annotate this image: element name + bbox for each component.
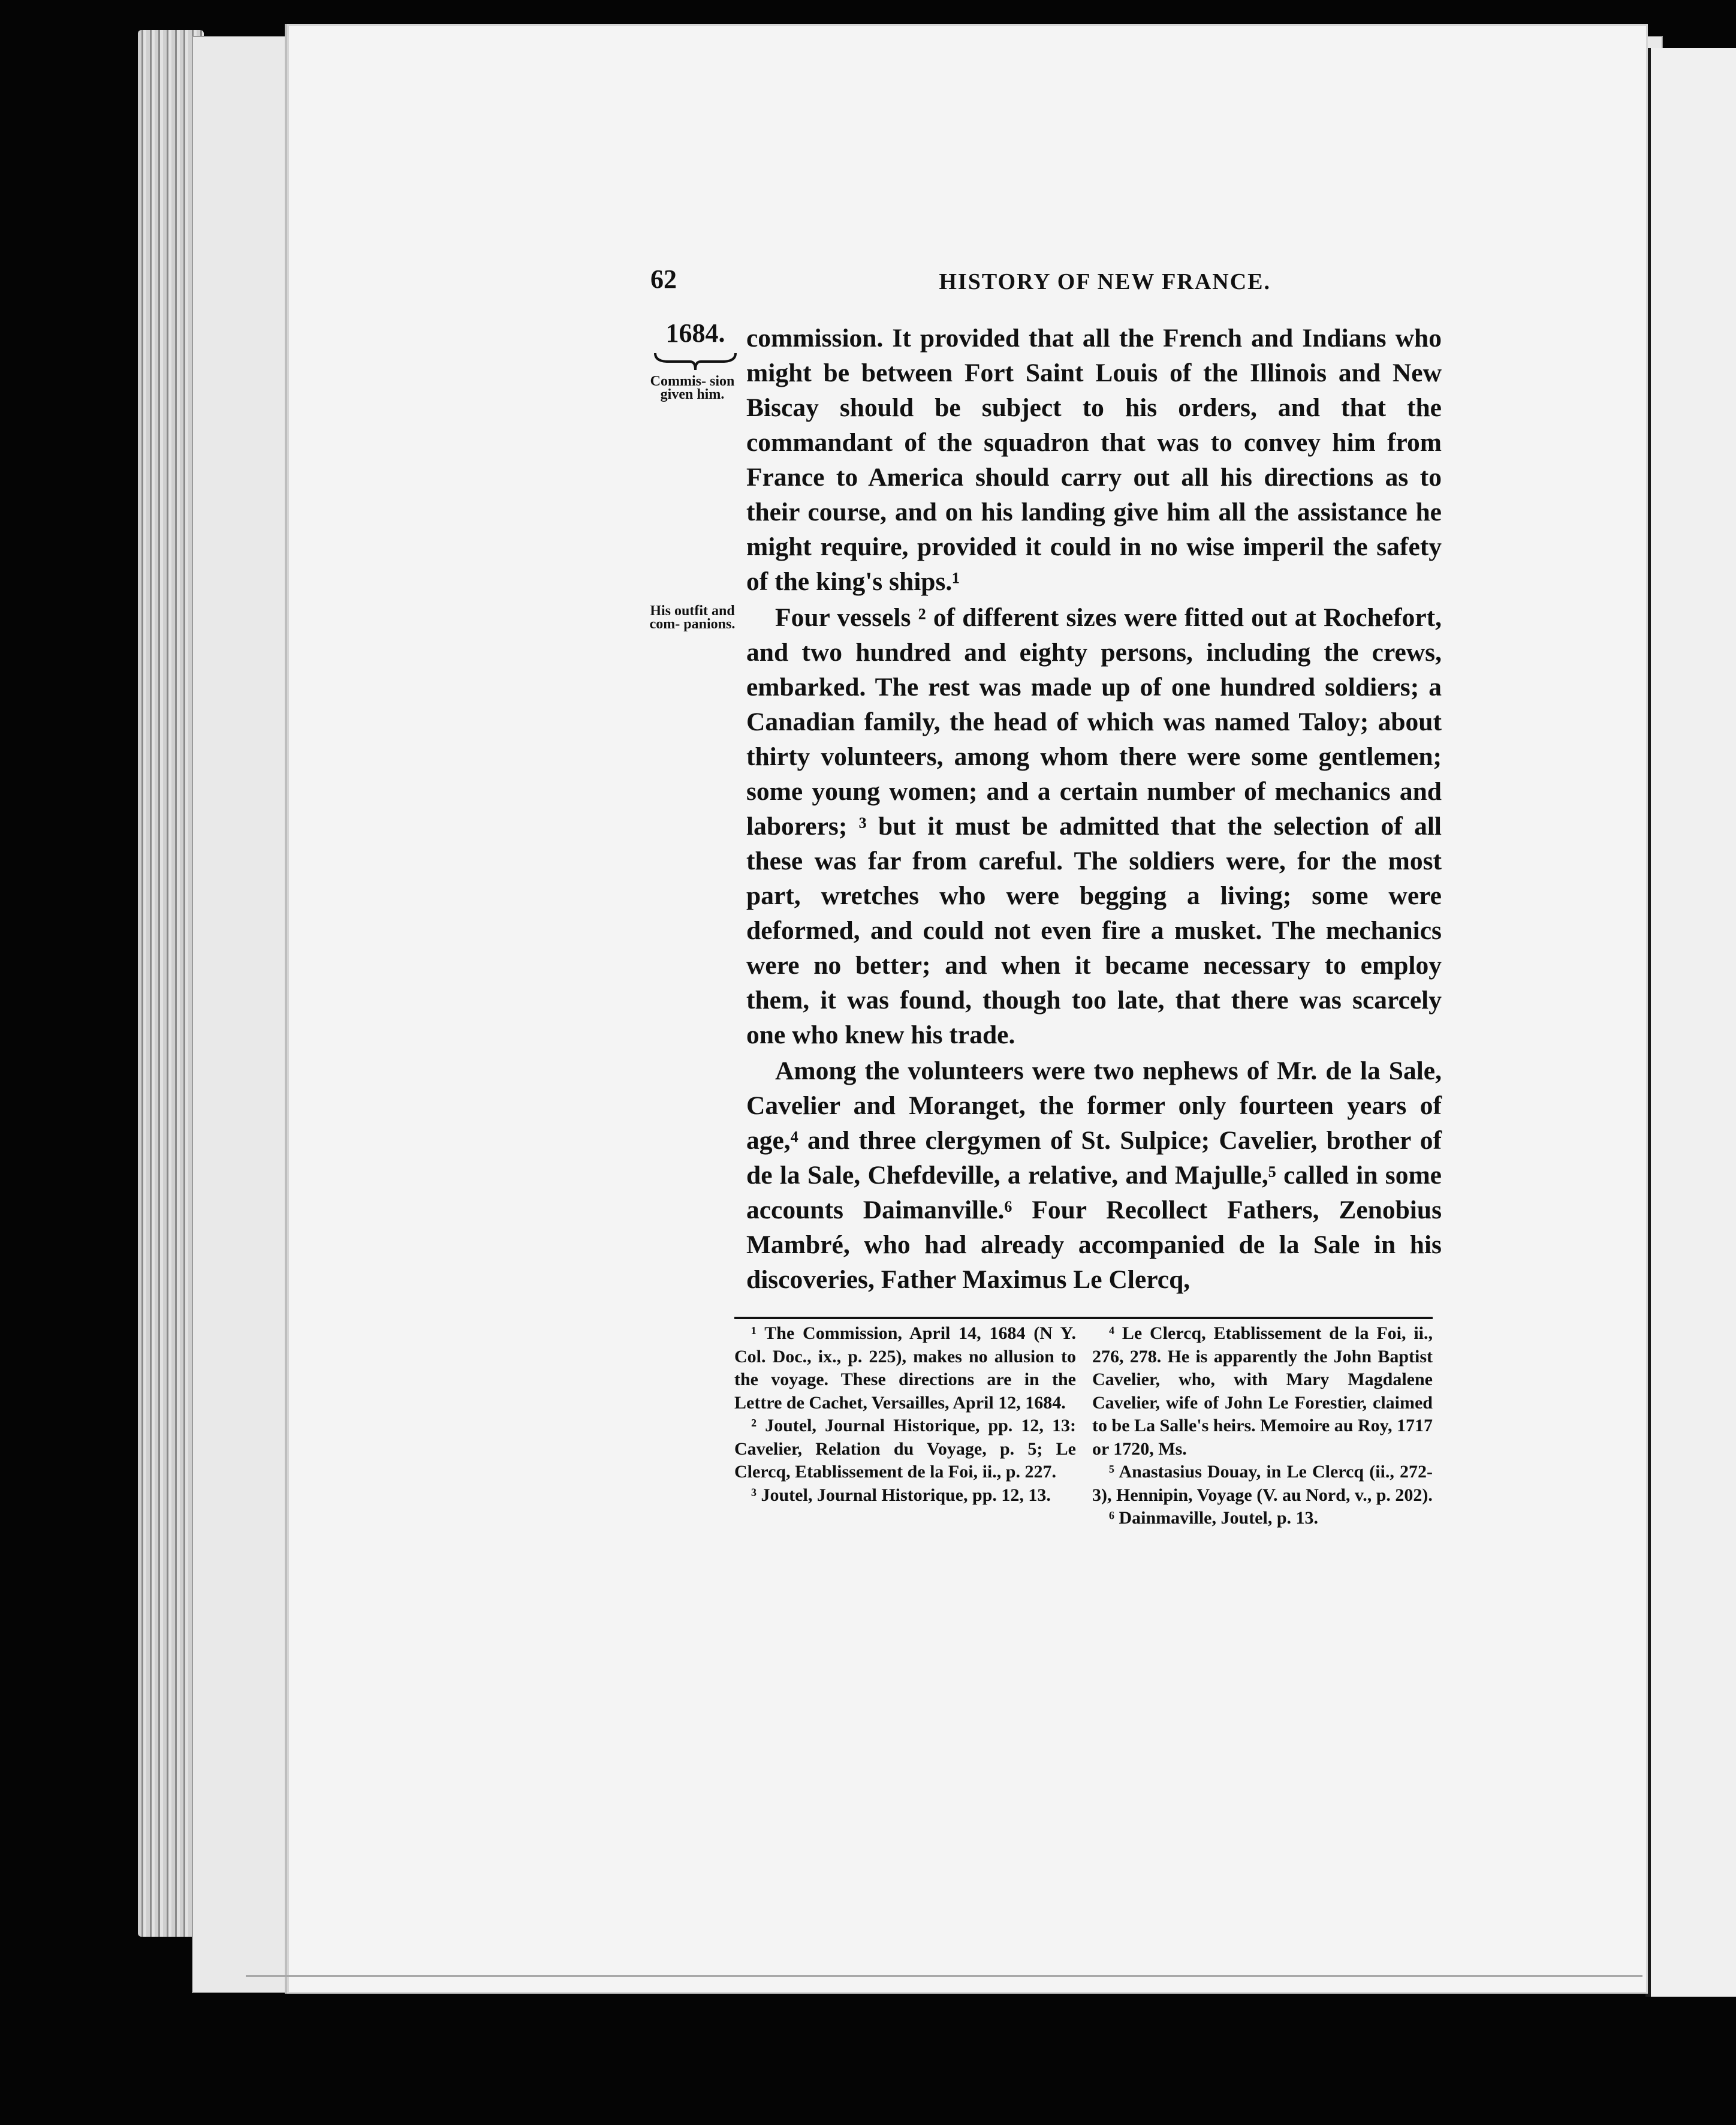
- side-note-commission: Commis- sion given him.: [650, 374, 735, 402]
- body-text: [746, 321, 1442, 1297]
- footnote: ³ Joutel, Journal Historique, pp. 12, 13.: [751, 1485, 1051, 1505]
- side-note-outfit: His outfit and com- panions.: [649, 603, 736, 632]
- running-head: HISTORY OF NEW FRANCE.: [939, 269, 1271, 294]
- footnote: ⁵ Anastasius Douay, in Le Clercq (ii., 272-3), Hennipin, Voyage (V. au Nord, v., p. 202).: [1092, 1462, 1433, 1505]
- footnote: ¹ The Commission, April 14, 1684 (N Y. Col. Doc., ix., p. 225), makes no allusion to the voyage. These directions are in the Lettre de Cachet, Versailles, April 12, 1684.: [734, 1323, 1076, 1413]
- footnote: ² Joutel, Journal Historique, pp. 12, 13: Cavelier, Relation du Voyage, p. 5; Le Clercq, Etablissement de la Foi, ii., p. 227.: [734, 1416, 1076, 1482]
- footnotes-left: [734, 1322, 1076, 1507]
- footnotes-right: [1092, 1322, 1433, 1530]
- year-brace: [650, 351, 740, 372]
- margin-year: 1684.: [665, 318, 725, 348]
- paragraph: Four vessels ² of different sizes were fitted out at Rochefort, and two hundred and eighty persons, including the crews, embarked. The rest was made up of one hundred soldiers; a Canadian family, the head of which was named Taloy; about thirty volunteers, among whom there were some gentlemen; some young women; and a certain number of mechanics and laborers; ³ but it must be admitted that the selection of all these was far from careful. The soldiers were, for the most part, wretches who were begging a living; some were deformed, and could not even fire a musket. The mechanics were no better; and when it became necessary to employ them, it was found, though too late, that there was scarcely one who knew his trade.: [746, 603, 1442, 1049]
- scan-bottom-shadow: [150, 1997, 1736, 2125]
- paragraph: Among the volunteers were two nephews of Mr. de la Sale, Cavelier and Moranget, the former only fourteen years of age,⁴ and three clergymen of St. Sulpice; Cavelier, brother of de la Sale, Chefdeville, a relative, and Majulle,⁵ called in some accounts Daimanville.⁶ Four Recollect Fathers, Zenobius Mambré, who had already accompanied de la Sale in his discoveries, Father Maximus Le Clercq,: [746, 1057, 1442, 1294]
- footnote-rule: [734, 1317, 1433, 1319]
- page-header: [650, 264, 1271, 300]
- footnote: ⁴ Le Clercq, Etablissement de la Foi, ii., 276, 278. He is apparently the John Baptist Cavelier, who, with Mary Magdalene Cavelier, wife of John Le Forestier, claimed to be La Salle's heirs. Memoire au Roy, 1717 or 1720, Ms.: [1092, 1323, 1433, 1459]
- page-number: 62: [650, 264, 677, 294]
- paragraph: commission. It provided that all the French and Indians who might be between Fort Saint Louis of the Illinois and New Biscay should be subject to his orders, and that the commandant of the squadron that was to convey him from France to America should carry out all his directions as to their course, and on his landing give him all the assistance he might require, provided it could in no wise imperil the safety of the king's ships.¹: [746, 324, 1442, 596]
- page-bottom-frame: [246, 1961, 1642, 1977]
- footnote: ⁶ Dainmaville, Joutel, p. 13.: [1109, 1508, 1318, 1528]
- right-page-edge: [1645, 48, 1736, 2021]
